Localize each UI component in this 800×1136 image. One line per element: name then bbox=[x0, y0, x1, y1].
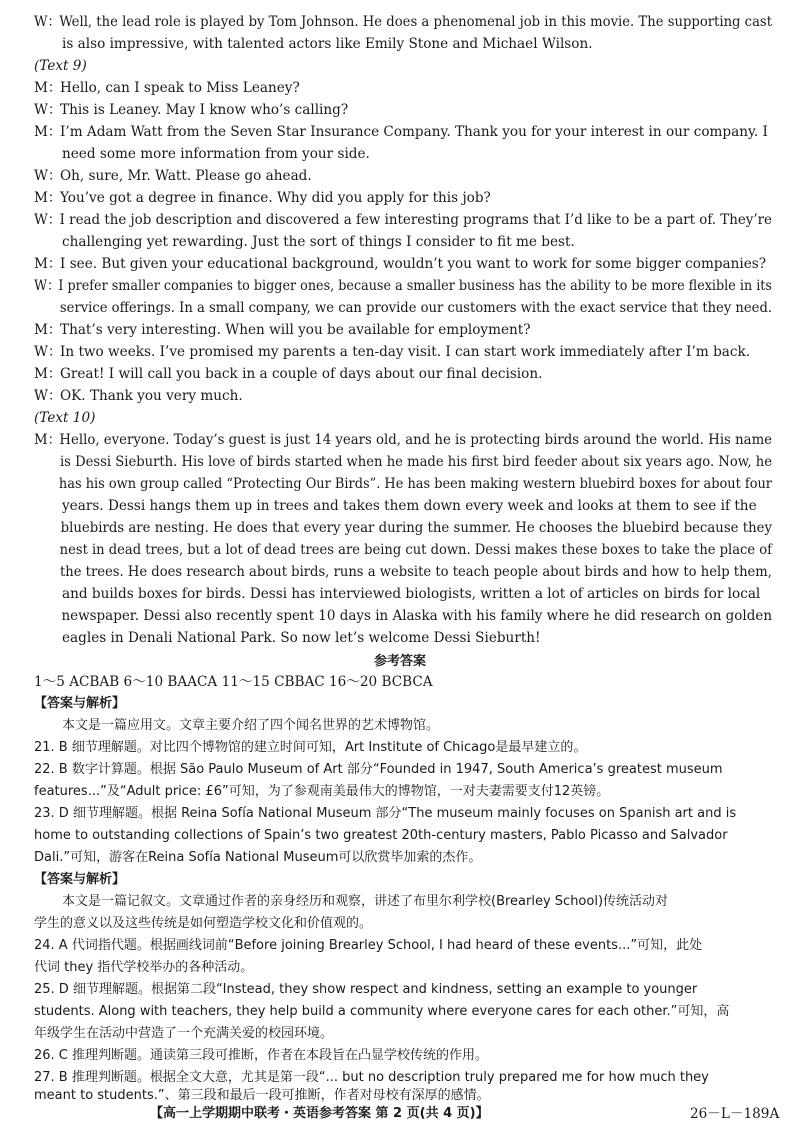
dialogue-line: is Dessi Sieburth. His love of birds started when he made his first bird feeder about six years ago. Now, he bbox=[59, 454, 773, 470]
explanation-line: students. Along with teachers, they help build a community where everyone cares for each other.”可知，高 bbox=[34, 1004, 730, 1019]
page-footer: 【高一上学期期中联考・英语参考答案 第 2 页(共 4 页)】 bbox=[150, 1106, 489, 1121]
explanation-line: 27. B 推理判断题。根据全文大意，尤其是第一段“... but no description truly prepared me for how much they bbox=[34, 1070, 709, 1085]
explanation-line: 25. D 细节理解题。根据第二段“Instead, they show respect and kindness, setting an example to younger bbox=[34, 982, 698, 997]
dialogue-line: M：I’m Adam Watt from the Seven Star Insurance Company. Thank you for your interest in our company. I bbox=[34, 124, 768, 140]
explanation-line: 24. A 代词指代题。根据画线词前“Before joining Brearley School, I had heard of these events...”可知，此处 bbox=[34, 938, 703, 953]
answer-title: 参考答案 bbox=[373, 654, 426, 669]
explanation-line: 26. C 推理判断题。通读第三段可推断，作者在本段旨在凸显学校传统的作用。 bbox=[34, 1048, 489, 1063]
dialogue-line: and builds boxes for birds. Dessi has interviewed biologists, written a lot of articles on birds for local bbox=[62, 586, 761, 602]
dialogue-line: years. Dessi hangs them up in trees and takes them down every week and looks at them to see if the bbox=[62, 498, 757, 514]
document-code: 26－L－189A bbox=[690, 1106, 780, 1122]
dialogue-line: M：Hello, can I speak to Miss Leaney? bbox=[34, 80, 300, 96]
explanation-line: 本文是一篇记叙文。文章通过作者的亲身经历和观察，讲述了布里尔利学校(Brearley School)传统活动对 bbox=[62, 894, 669, 909]
dialogue-line: bluebirds are nesting. He does that every year during the summer. He chooses the bluebird because they bbox=[60, 520, 772, 536]
dialogue-line: M：That’s very interesting. When will you be available for employment? bbox=[34, 322, 531, 338]
dialogue-line: M：You’ve got a degree in finance. Why did you apply for this job? bbox=[34, 190, 491, 206]
text-label: (Text 9) bbox=[34, 58, 87, 74]
explanation-line: Dali.”可知，游客在Reina Sofía National Museum可以欣赏毕加索的杰作。 bbox=[34, 850, 482, 865]
section-heading: 【答案与解析】 bbox=[34, 696, 126, 711]
explanation-line: 22. B 数字计算题。根据 São Paulo Museum of Art 部分“Founded in 1947, South America’s greatest museum bbox=[34, 762, 723, 777]
explanation-line: 年级学生在活动中营造了一个充满关爱的校园环境。 bbox=[34, 1026, 334, 1041]
dialogue-line: W：OK. Thank you very much. bbox=[34, 388, 243, 404]
text-label: (Text 10) bbox=[34, 410, 96, 426]
explanation-line: 23. D 细节理解题。根据 Reina Sofía National Museum 部分“The museum mainly focuses on Spanish art and is bbox=[34, 806, 737, 821]
section-heading: 【答案与解析】 bbox=[34, 872, 126, 887]
dialogue-line: is also impressive, with talented actors like Emily Stone and Michael Wilson. bbox=[62, 36, 593, 52]
dialogue-line: nest in dead trees, but a lot of dead trees are being cut down. Dessi makes these boxes to take the place of bbox=[59, 542, 772, 558]
dialogue-line: W：I prefer smaller companies to bigger ones, because a smaller business has the ability to be more flexible in its bbox=[34, 278, 772, 294]
dialogue-line: service offerings. In a small company, we can provide our customers with the exact service that they need. bbox=[59, 300, 773, 316]
dialogue-line: W：This is Leaney. May I know who’s calling? bbox=[34, 102, 349, 118]
answer-key: 1～5 ACBAB 6～10 BAACA 11～15 CBBAC 16～20 BCBCA bbox=[34, 674, 433, 690]
dialogue-line: newspaper. Dessi also recently spent 10 days in Alaska with his family where he did research on golden bbox=[61, 608, 773, 624]
explanation-line: 21. B 细节理解题。对比四个博物馆的建立时间可知，Art Institute of Chicago是最早建立的。 bbox=[34, 740, 587, 755]
dialogue-line: need some more information from your side. bbox=[62, 146, 370, 162]
dialogue-line: W：I read the job description and discovered a few interesting programs that I’d like to be a part of. They’re bbox=[34, 212, 772, 228]
dialogue-line: M：I see. But given your educational background, wouldn’t you want to work for some bigger companies? bbox=[34, 256, 767, 272]
dialogue-line: W：In two weeks. I’ve promised my parents a ten-day visit. I can start work immediately after I’m back. bbox=[34, 344, 751, 360]
dialogue-line: M：Hello, everyone. Today’s guest is just 14 years old, and he is protecting birds around the world. His name bbox=[34, 432, 773, 448]
dialogue-line: M：Great! I will call you back in a couple of days about our final decision. bbox=[34, 366, 543, 382]
explanation-line: home to outstanding collections of Spain’s two greatest 20th-century masters, Pablo Picasso and Salvador bbox=[34, 828, 728, 843]
explanation-line: meant to students.”、第三段和最后一段可推断，作者对母校有深厚的感情。 bbox=[34, 1088, 490, 1103]
explanation-line: features...”及“Adult price: £6”可知，为了参观南美最伟大的博物馆，一对夫妻需要支付12英镑。 bbox=[34, 784, 610, 799]
explanation-line: 本文是一篇应用文。文章主要介绍了四个闻名世界的艺术博物馆。 bbox=[62, 718, 440, 733]
dialogue-line: challenging yet rewarding. Just the sort of things I consider to fit me best. bbox=[62, 234, 575, 250]
dialogue-line: W：Well, the lead role is played by Tom Johnson. He does a phenomenal job in this movie. The supporting cast bbox=[34, 14, 772, 30]
explanation-line: 代词 they 指代学校举办的各种活动。 bbox=[34, 960, 254, 975]
dialogue-line: W：Oh, sure, Mr. Watt. Please go ahead. bbox=[34, 168, 312, 184]
dialogue-line: the trees. He does research about birds, runs a website to teach people about birds and how to help them, bbox=[59, 564, 772, 580]
dialogue-line: has his own group called “Protecting Our Birds”. He has been making western bluebird boxes for about four bbox=[58, 476, 772, 492]
dialogue-line: eagles in Denali National Park. So now let’s welcome Dessi Sieburth! bbox=[62, 630, 541, 646]
explanation-line: 学生的意义以及这些传统是如何塑造学校文化和价值观的。 bbox=[34, 916, 373, 931]
